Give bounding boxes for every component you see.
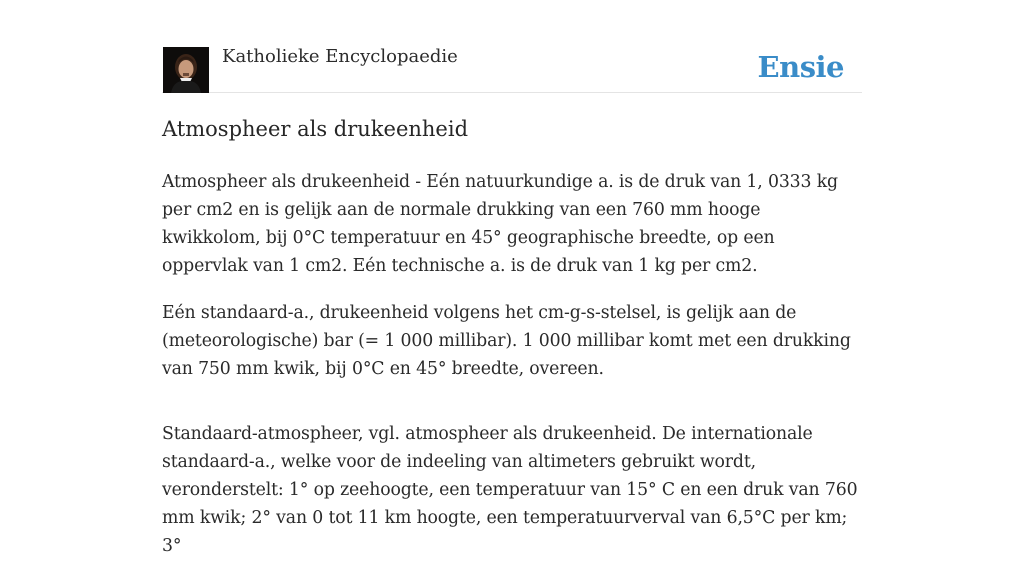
article-header bbox=[162, 0, 862, 93]
article-body bbox=[162, 168, 862, 579]
paragraph: Eén standaard-a., drukeenheid volgens het cm-g-s-stelsel, is gelijk aan de (meteorologische) bar (= 1 000 millibar). 1 000 millibar komt met een drukking van 750 mm kwik, bij 0°C en 45° breedte, overeen. bbox=[162, 303, 851, 379]
portrait-icon bbox=[163, 47, 209, 93]
article-page bbox=[162, 0, 862, 556]
article-title: Atmospheer als drukeenheid bbox=[162, 117, 469, 141]
source-name[interactable]: Katholieke Encyclopaedie bbox=[222, 46, 458, 67]
paragraph: Atmospheer als drukeenheid - Eén natuurkundige a. is de druk van 1, 0333 kg per cm2 en is gelijk aan de normale drukking van een 760 mm hooge kwikkolom, bij 0°C temperatuur en 45° geographische breedte, op een oppervlak van 1 cm2. Eén technische a. is de druk van 1 kg per cm2. bbox=[162, 172, 838, 276]
brand-logo[interactable]: Ensie bbox=[757, 50, 844, 84]
source-avatar[interactable] bbox=[163, 47, 209, 93]
paragraph: Standaard-atmospheer, vgl. atmospheer als drukeenheid. De internationale standaard-a., welke voor de indeeling van altimeters gebruikt wordt, veronderstelt: 1° op zeehoogte, een temperatuur van 15° C en een druk van 760 mm kwik; 2° van 0 tot 11 km hoogte, een temperatuurverval van 6,5°C per km; 3° bbox=[162, 424, 858, 556]
